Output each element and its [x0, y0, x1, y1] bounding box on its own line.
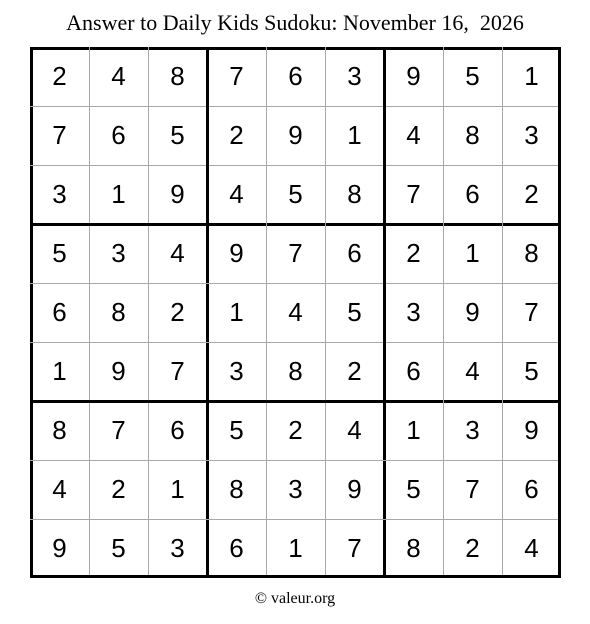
sudoku-cell: 8 [406, 533, 421, 563]
sudoku-cell: 4 [52, 474, 67, 504]
sudoku-cell: 7 [288, 238, 303, 268]
sudoku-cell: 5 [524, 356, 539, 386]
sudoku-cell: 9 [170, 179, 185, 209]
sudoku-cell: 8 [229, 474, 244, 504]
sudoku-cell: 9 [111, 356, 126, 386]
sudoku-cell: 7 [111, 415, 126, 445]
sudoku-cell: 3 [406, 297, 421, 327]
sudoku-cell: 3 [465, 415, 480, 445]
sudoku-cell: 5 [111, 533, 126, 563]
sudoku-cell: 8 [524, 238, 539, 268]
sudoku-cell: 6 [406, 356, 421, 386]
sudoku-cell: 9 [406, 61, 421, 91]
sudoku-cell: 8 [347, 179, 362, 209]
sudoku-cell: 7 [347, 533, 362, 563]
page-title: Answer to Daily Kids Sudoku: November 16, 2026 [66, 10, 524, 35]
sudoku-cell: 2 [111, 474, 126, 504]
sudoku-cell: 7 [229, 61, 244, 91]
sudoku-cell: 4 [524, 533, 539, 563]
sudoku-cell: 9 [52, 533, 67, 563]
sudoku-cell: 9 [465, 297, 480, 327]
sudoku-cell: 1 [52, 356, 67, 386]
sudoku-cell: 5 [406, 474, 421, 504]
sudoku-cell: 1 [524, 61, 539, 91]
sudoku-cell: 1 [229, 297, 244, 327]
sudoku-cell: 7 [406, 179, 421, 209]
sudoku-cell: 8 [111, 297, 126, 327]
sudoku-cell: 4 [347, 415, 362, 445]
sudoku-cell: 3 [229, 356, 244, 386]
sudoku-cell: 3 [170, 533, 185, 563]
sudoku-cell: 3 [347, 61, 362, 91]
sudoku-cell: 6 [347, 238, 362, 268]
sudoku-cell: 2 [288, 415, 303, 445]
sudoku-cell: 1 [347, 120, 362, 150]
sudoku-grid [30, 47, 561, 578]
sudoku-cell: 9 [524, 415, 539, 445]
sudoku-cell: 2 [52, 61, 67, 91]
copyright-footer: © valeur.org [254, 590, 336, 607]
sudoku-cell: 6 [229, 533, 244, 563]
sudoku-cell: 1 [465, 238, 480, 268]
sudoku-cell: 4 [288, 297, 303, 327]
sudoku-cell: 2 [524, 179, 539, 209]
sudoku-cell: 1 [111, 179, 126, 209]
sudoku-cell: 1 [288, 533, 303, 563]
sudoku-cell: 5 [465, 61, 480, 91]
sudoku-cell: 4 [170, 238, 185, 268]
sudoku-cell: 6 [52, 297, 67, 327]
sudoku-cell: 3 [111, 238, 126, 268]
sudoku-cell: 7 [170, 356, 185, 386]
sudoku-cell: 2 [170, 297, 185, 327]
sudoku-cell: 1 [406, 415, 421, 445]
sudoku-cell: 3 [524, 120, 539, 150]
sudoku-cell: 1 [170, 474, 185, 504]
sudoku-cell: 7 [52, 120, 67, 150]
sudoku-cell: 6 [170, 415, 185, 445]
sudoku-cell: 4 [465, 356, 480, 386]
sudoku-cell: 2 [465, 533, 480, 563]
sudoku-cell: 4 [406, 120, 421, 150]
sudoku-cell: 3 [52, 179, 67, 209]
sudoku-cell: 5 [229, 415, 244, 445]
sudoku-cell: 4 [229, 179, 244, 209]
sudoku-cell: 5 [288, 179, 303, 209]
sudoku-cell: 5 [170, 120, 185, 150]
sudoku-cell: 8 [465, 120, 480, 150]
sudoku-cell: 9 [229, 238, 244, 268]
sudoku-cell: 4 [111, 61, 126, 91]
sudoku-cell: 5 [52, 238, 67, 268]
sudoku-cell: 7 [465, 474, 480, 504]
sudoku-cell: 2 [347, 356, 362, 386]
sudoku-cell: 6 [111, 120, 126, 150]
sudoku-cell: 8 [52, 415, 67, 445]
sudoku-cell: 8 [288, 356, 303, 386]
sudoku-cell: 2 [229, 120, 244, 150]
sudoku-cell: 3 [288, 474, 303, 504]
sudoku-cell: 6 [524, 474, 539, 504]
sudoku-cell: 8 [170, 61, 185, 91]
sudoku-cell: 7 [524, 297, 539, 327]
sudoku-cell: 9 [347, 474, 362, 504]
sudoku-cell: 6 [465, 179, 480, 209]
sudoku-cell: 2 [406, 238, 421, 268]
sudoku-cell: 6 [288, 61, 303, 91]
sudoku-cell: 5 [347, 297, 362, 327]
sudoku-cell: 9 [288, 120, 303, 150]
